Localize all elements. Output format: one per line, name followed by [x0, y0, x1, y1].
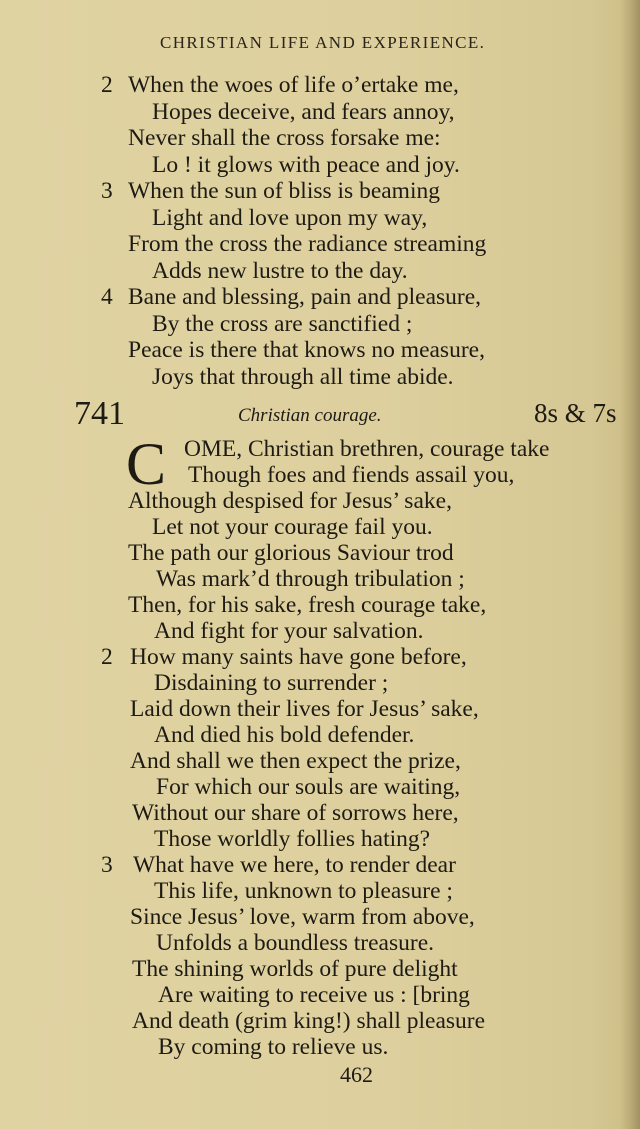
hymn-line: [0, 930, 640, 956]
verse-text: Then, for his sake, fresh courage take,: [128, 592, 487, 618]
hymn-line: [0, 436, 640, 462]
previous-hymn-line: [0, 231, 640, 257]
hymn-number: 741: [74, 395, 125, 432]
verse-text: This life, unknown to pleasure ;: [154, 878, 453, 904]
hymn-line: [0, 982, 640, 1008]
verse-text: Unfolds a boundless treasure.: [156, 930, 435, 956]
verse-text: The shining worlds of pure delight: [132, 956, 458, 982]
verse-text: And fight for your salvation.: [154, 618, 424, 644]
previous-hymn-line: [0, 99, 640, 125]
verse-text: Are waiting to receive us : [bring: [158, 982, 470, 1008]
hymn-line: [0, 566, 640, 592]
hymn-line: [0, 904, 640, 930]
previous-hymn-line: [0, 258, 640, 284]
verse-number: 2: [101, 644, 113, 670]
previous-hymn-line: [0, 284, 640, 310]
previous-hymn-line: [0, 337, 640, 363]
verse-number: 4: [101, 284, 113, 310]
verse-text: Peace is there that knows no measure,: [128, 337, 485, 363]
hymn-line: [0, 826, 640, 852]
verse-text: Laid down their lives for Jesus’ sake,: [130, 696, 479, 722]
verse-text: And death (grim king!) shall pleasure: [132, 1008, 486, 1034]
hymn-line: [0, 618, 640, 644]
hymn-line: [0, 748, 640, 774]
verse-text: OME, Christian brethren, courage take: [184, 436, 550, 462]
hymn-line: [0, 592, 640, 618]
previous-hymn-line: [0, 125, 640, 151]
verse-text: And died his bold defender.: [154, 722, 415, 748]
previous-hymn-line: [0, 311, 640, 337]
hymn-line: [0, 878, 640, 904]
hymn-line: [0, 800, 640, 826]
previous-hymn-line: [0, 152, 640, 178]
hymn-title: Christian courage.: [238, 405, 382, 426]
previous-hymn-line: [0, 72, 640, 98]
verse-text: Let not your courage fail you.: [152, 514, 433, 540]
verse-text: How many saints have gone before,: [130, 644, 467, 670]
verse-text: When the sun of bliss is beaming: [128, 178, 440, 204]
hymn-line: [0, 852, 640, 878]
verse-text: For which our souls are waiting,: [156, 774, 461, 800]
hymn-line: [0, 462, 640, 488]
verse-text: By the cross are sanctified ;: [152, 310, 413, 337]
hymn-line: [0, 488, 640, 514]
verse-text: From the cross the radiance streaming: [128, 231, 487, 257]
verse-text: Disdaining to surrender ;: [154, 670, 389, 696]
verse-text: Joys that through all time abide.: [152, 363, 454, 390]
verse-text: Lo ! it glows with peace and joy.: [152, 151, 460, 178]
verse-number: 2: [101, 72, 113, 98]
page-number: 462: [340, 1062, 373, 1087]
verse-text: And shall we then expect the prize,: [130, 748, 461, 774]
verse-text: When the woes of life o’ertake me,: [128, 72, 459, 98]
verse-text: Never shall the cross forsake me:: [128, 125, 441, 151]
verse-text: By coming to relieve us.: [158, 1034, 389, 1060]
hymn-line: [0, 670, 640, 696]
hymn-meter: 8s & 7s: [534, 398, 617, 428]
verse-text: Those worldly follies hating?: [154, 826, 431, 852]
previous-hymn-line: [0, 178, 640, 204]
verse-text: Light and love upon my way,: [152, 204, 428, 231]
hymn-line: [0, 514, 640, 540]
verse-text: Bane and blessing, pain and pleasure,: [128, 284, 482, 310]
previous-hymn-line: [0, 205, 640, 231]
verse-number: 3: [101, 852, 113, 878]
verse-text: Though foes and fiends assail you,: [188, 462, 515, 488]
hymn-line: [0, 956, 640, 982]
hymn-line: [0, 644, 640, 670]
hymn-heading: [0, 396, 640, 436]
verse-text: Since Jesus’ love, warm from above,: [130, 904, 475, 930]
verse-number: 3: [101, 178, 113, 204]
verse-text: Hopes deceive, and fears annoy,: [152, 98, 455, 125]
verse-text: The path our glorious Saviour trod: [128, 540, 454, 566]
verse-text: Without our share of sorrows here,: [132, 800, 459, 826]
verse-text: What have we here, to render dear: [133, 852, 456, 878]
hymn-line: [0, 1008, 640, 1034]
verse-text: Adds new lustre to the day.: [152, 257, 408, 284]
drop-cap: C: [126, 431, 167, 497]
previous-hymn-line: [0, 364, 640, 390]
hymn-line: [0, 722, 640, 748]
verse-text: Was mark’d through tribulation ;: [156, 566, 465, 592]
hymn-line: [0, 774, 640, 800]
hymn-line: [0, 696, 640, 722]
hymn-line: [0, 1034, 640, 1060]
hymn-line: [0, 540, 640, 566]
running-header: CHRISTIAN LIFE AND EXPERIENCE.: [160, 33, 486, 52]
verse-text: Although despised for Jesus’ sake,: [128, 488, 452, 514]
